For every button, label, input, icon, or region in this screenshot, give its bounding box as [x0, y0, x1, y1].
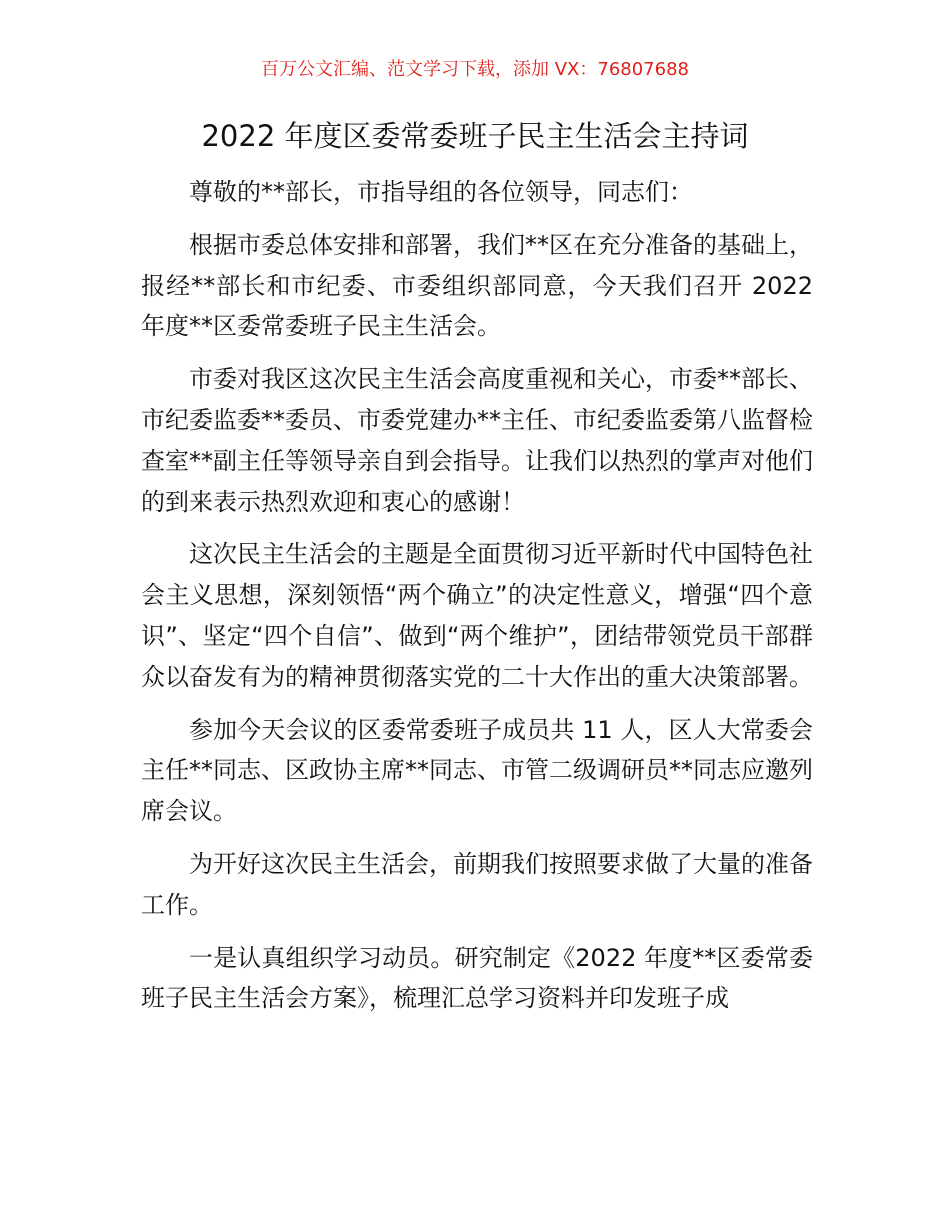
- paragraph: 为开好这次民主生活会，前期我们按照要求做了大量的准备工作。: [141, 849, 813, 919]
- document-body: [141, 172, 813, 1031]
- paragraph-salutation: 尊敬的**部长，市指导组的各位领导，同志们：: [189, 178, 693, 206]
- paragraph: 市委对我区这次民主生活会高度重视和关心，市委**部长、市纪委监委**委员、市委党建办**主任、市纪委监委第八监督检查室**副主任等领导亲自到会指导。让我们以热烈的掌声对他们的到来表示热烈欢迎和衷心的感谢！: [141, 365, 813, 516]
- paragraph: 一是认真组织学习动员。研究制定《2022 年度**区委常委班子民主生活会方案》，梳理汇总学习资料并印发班子成: [141, 943, 813, 1013]
- header-note: 百万公文汇编、范文学习下载，添加 VX：76807688: [261, 59, 689, 80]
- paragraph: 参加今天会议的区委常委班子成员共 11 人，区人大常委会主任**同志、区政协主席**同志、市管二级调研员**同志应邀列席会议。: [141, 715, 813, 826]
- paragraph: 根据市委总体安排和部署，我们**区在充分准备的基础上，报经**部长和市纪委、市委组织部同意，今天我们召开 2022 年度**区委常委班子民主生活会。: [141, 230, 813, 341]
- paragraph: 这次民主生活会的主题是全面贯彻习近平新时代中国特色社会主义思想，深刻领悟“两个确立”的决定性意义，增强“四个意识”、坚定“四个自信”、做到“两个维护”，团结带领党员干部群众以奋发有为的精神贯彻落实党的二十大作出的重大决策部署。: [141, 540, 813, 691]
- document-title: 2022 年度区委常委班子民主生活会主持词: [201, 119, 749, 153]
